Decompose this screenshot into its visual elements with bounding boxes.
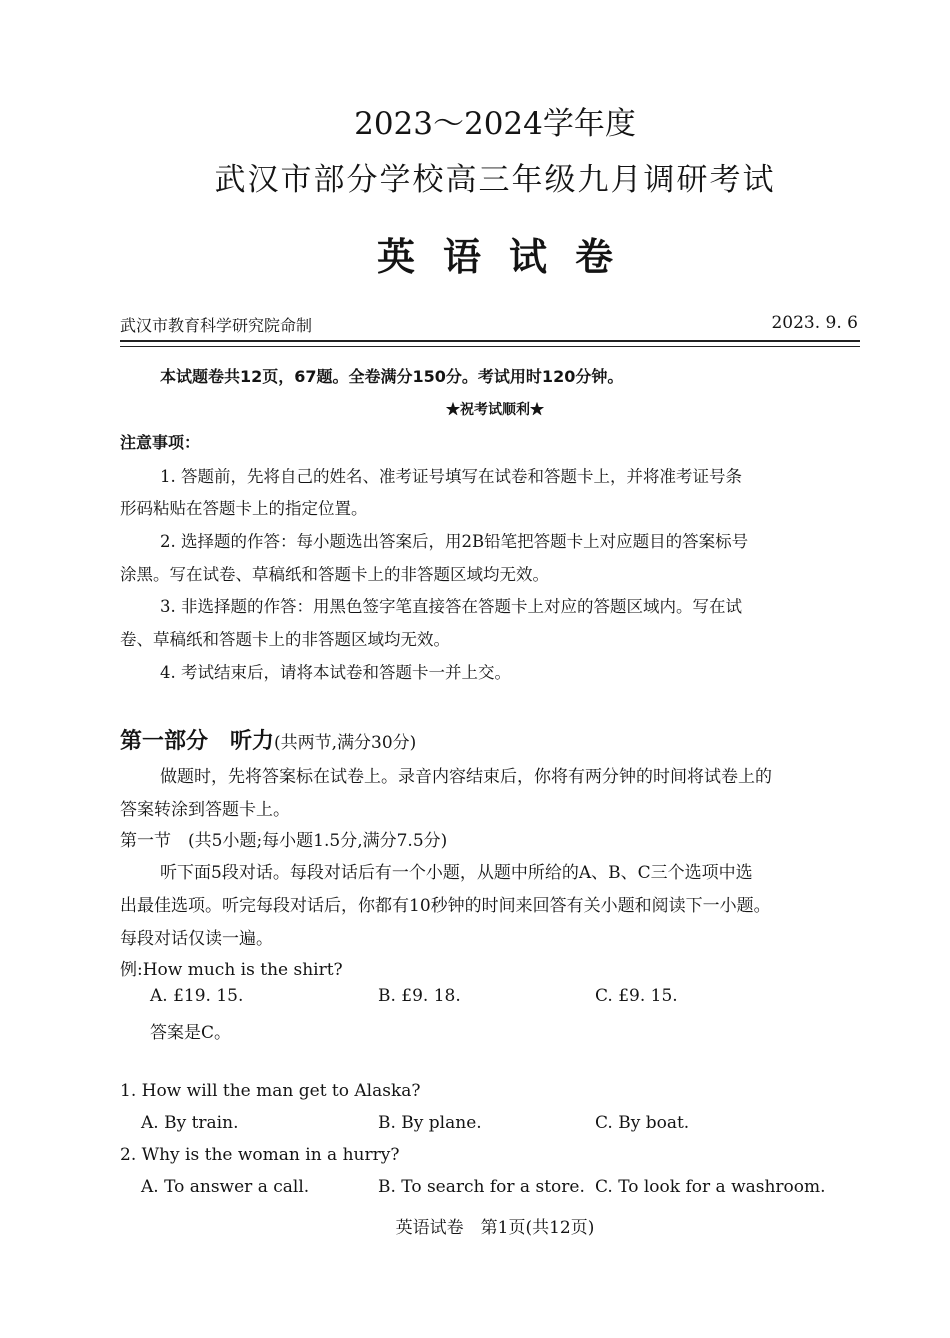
good-luck: ★祝考试顺利★ (446, 402, 544, 418)
part1-title (120, 724, 416, 755)
question-1-option-c: C. By boat. (595, 1113, 690, 1133)
part1-intro-line: 答案转涂到答题卡上。 (120, 800, 290, 820)
exam-meta: 本试题卷共12页，67题。全卷满分150分。考试用时120分钟。 (160, 367, 624, 386)
note-line: 涂黑。写在试卷、草稿纸和答题卡上的非答题区域均无效。 (120, 565, 549, 584)
example-option-b: B. £9. 18. (378, 986, 461, 1006)
example-option-a: A. £19. 15. (150, 986, 244, 1006)
question-1-option-a: A. By train. (141, 1113, 239, 1133)
part1-intro-line: 做题时，先将答案标在试卷上。录音内容结束后，你将有两分钟的时间将试卷上的 (160, 767, 772, 787)
question-1: 1. How will the man get to Alaska? (120, 1081, 421, 1101)
section1-heading: 第一节 (共5小题;每小题1.5分,满分7.5分) (120, 831, 448, 851)
exam-date: 2023. 9. 6 (771, 313, 858, 333)
section1-instruction-line: 出最佳选项。听完每段对话后，你都有10秒钟的时间来回答有关小题和阅读下一小题。 (120, 896, 771, 916)
page-footer: 英语试卷 第1页(共12页) (395, 1218, 595, 1238)
issuer: 武汉市教育科学研究院命制 (120, 316, 313, 335)
question-2: 2. Why is the woman in a hurry? (120, 1145, 400, 1165)
header-divider-thin (120, 346, 860, 347)
question-2-option-b: B. To search for a store. (378, 1177, 585, 1197)
section1-instruction-line: 每段对话仅读一遍。 (120, 929, 273, 949)
question-2-option-c: C. To look for a washroom. (595, 1177, 826, 1197)
question-2-option-a: A. To answer a call. (141, 1177, 310, 1197)
section1-instruction-line: 听下面5段对话。每段对话后有一个小题，从题中所给的A、B、C三个选项中选 (160, 863, 753, 883)
note-line: 卷、草稿纸和答题卡上的非答题区域均无效。 (120, 630, 450, 649)
note-line: 2. 选择题的作答：每小题选出答案后，用2B铅笔把答题卡上对应题目的答案标号 (160, 532, 749, 551)
example-answer: 答案是C。 (150, 1023, 232, 1043)
part1-subtitle: (共两节,满分30分) (274, 733, 417, 753)
example-option-c: C. £9. 15. (595, 986, 678, 1006)
subject-title: 英语试卷 (376, 234, 641, 279)
exam-title: 武汉市部分学校高三年级九月调研考试 (214, 162, 776, 198)
part1-title-text: 第一部分 听力 (120, 729, 275, 754)
note-line: 4. 考试结束后，请将本试卷和答题卡一并上交。 (160, 663, 511, 682)
question-1-option-b: B. By plane. (378, 1113, 482, 1133)
note-line: 3. 非选择题的作答：用黑色签字笔直接答在答题卡上对应的答题区域内。写在试 (160, 597, 742, 616)
notes-heading: 注意事项： (120, 433, 201, 452)
example-question: 例:How much is the shirt? (120, 960, 343, 980)
header-divider (120, 340, 860, 342)
year-title: 2023～2024学年度 (354, 106, 636, 142)
note-line: 形码粘贴在答题卡上的指定位置。 (120, 499, 368, 518)
note-line: 1. 答题前，先将自己的姓名、准考证号填写在试卷和答题卡上，并将准考证号条 (160, 467, 742, 486)
